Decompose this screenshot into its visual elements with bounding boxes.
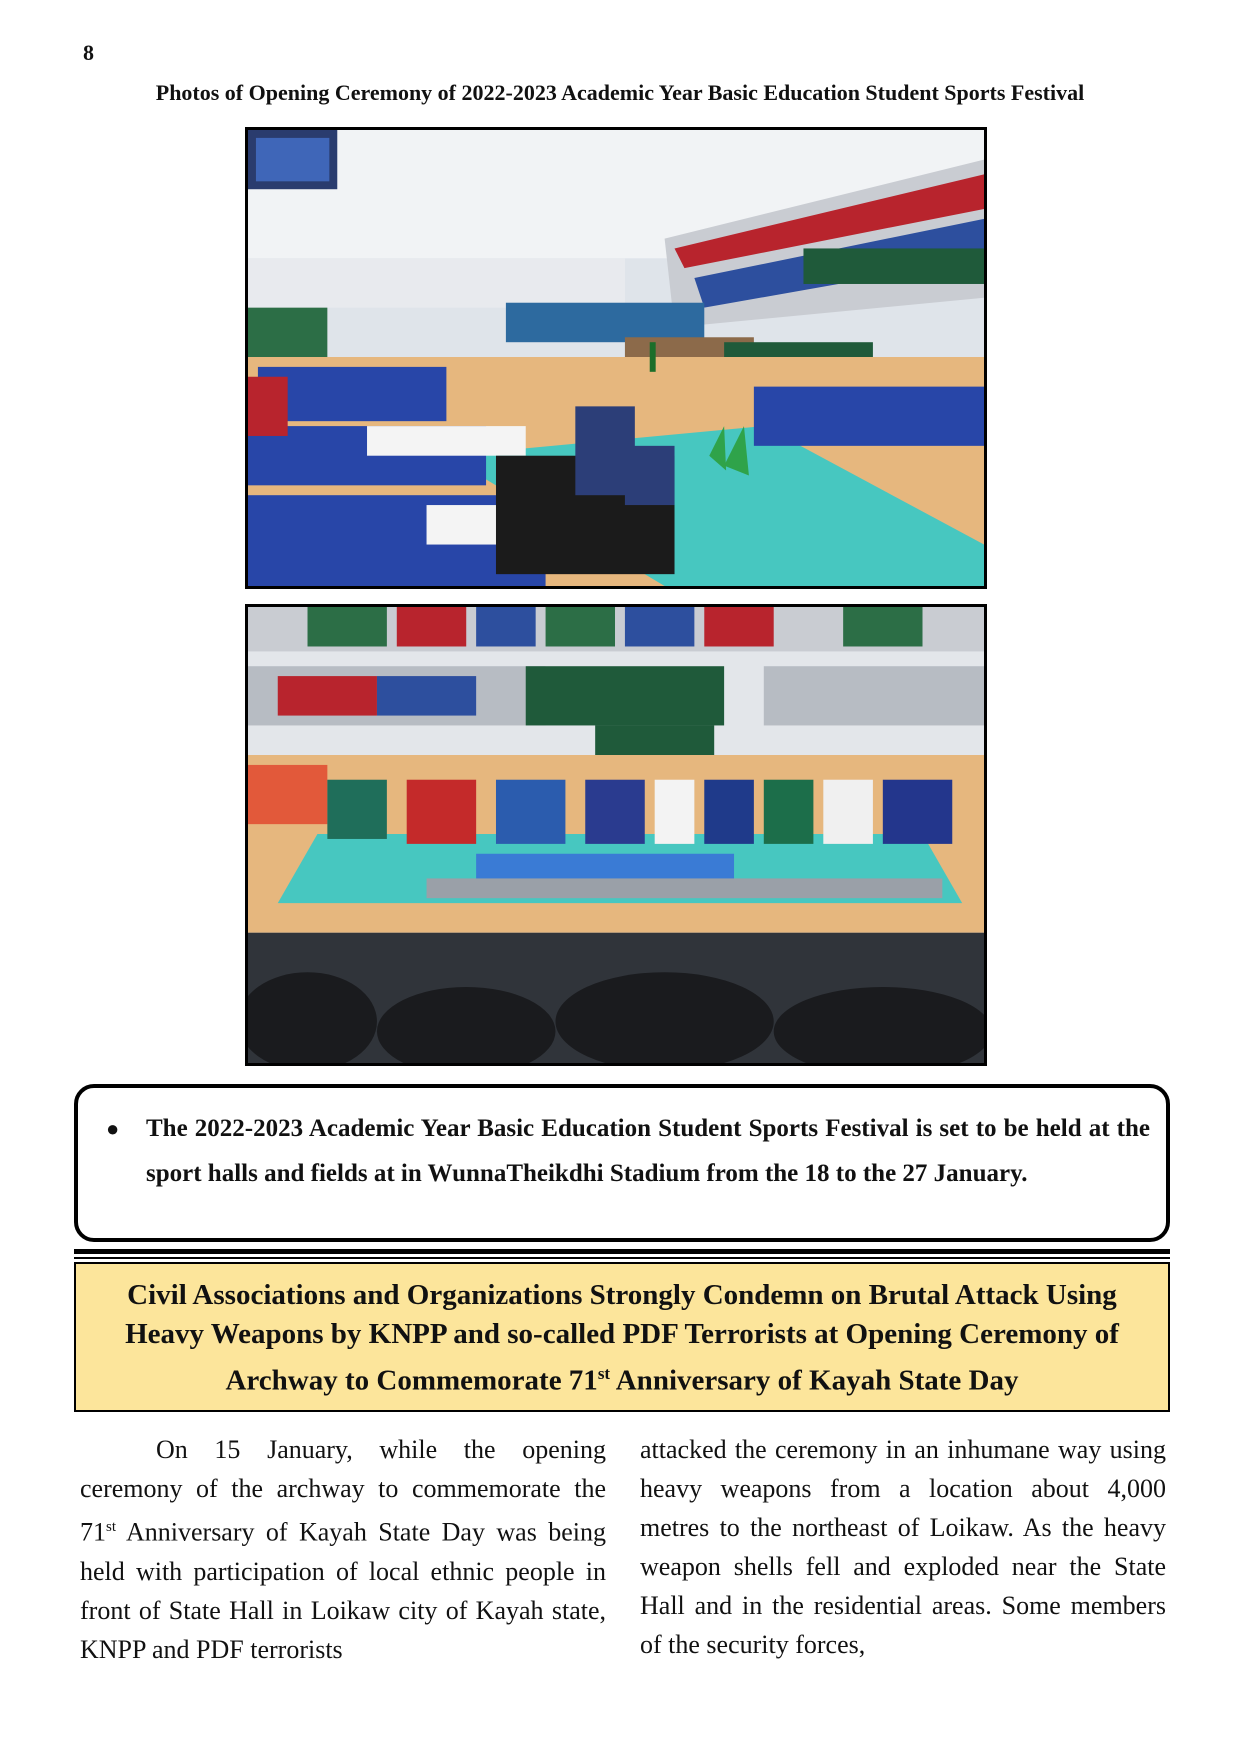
- page-title: Photos of Opening Ceremony of 2022-2023 Academic Year Basic Education Student Sports Festival: [155, 80, 1085, 105]
- ceremony-photo-2-illustration: [248, 607, 984, 1063]
- caption-item: [94, 1106, 1150, 1196]
- headline-line-1: Civil Associations and Organizations Strongly Condemn on Brutal Attack Using: [127, 1279, 1117, 1311]
- article-headline: [74, 1262, 1170, 1412]
- headline-line-3: Archway to Commemorate 71st Anniversary of Kayah State Day: [225, 1364, 1019, 1397]
- article-column-left: On 15 January, while the opening ceremony of the archway to commemorate the 71st Anniversary of Kayah State Day was being held with participation of local ethnic people in front of State Hall in Loikaw city of Kayah state, KNPP and PDF terrorists: [80, 1435, 606, 1664]
- headline-line-2: Heavy Weapons by KNPP and so-called PDF Terrorists at Opening Ceremony of: [125, 1318, 1119, 1350]
- article-column-right: attacked the ceremony in an inhumane way using heavy weapons from a location about 4,000 metres to the northeast of Loikaw. As the heavy weapon shells fell and exploded near the State Hall and in the residential areas. Some members of the security forces,: [640, 1435, 1166, 1659]
- caption-text: The 2022-2023 Academic Year Basic Education Student Sports Festival is set to be held at the sport halls and fields at in WunnaTheikdhi Stadium from the 18 to the 27 January.: [146, 1115, 1150, 1187]
- divider-thin: [74, 1257, 1170, 1259]
- ceremony-photo-1-illustration: [248, 130, 984, 586]
- caption-list: [94, 1106, 1150, 1196]
- ceremony-photo-2: [245, 604, 987, 1066]
- photo-caption-box: [74, 1084, 1170, 1242]
- ceremony-photo-1: [245, 127, 987, 589]
- bullet-icon: ●: [106, 1116, 120, 1141]
- page-number: 8: [83, 40, 94, 65]
- divider-thick: [74, 1249, 1170, 1254]
